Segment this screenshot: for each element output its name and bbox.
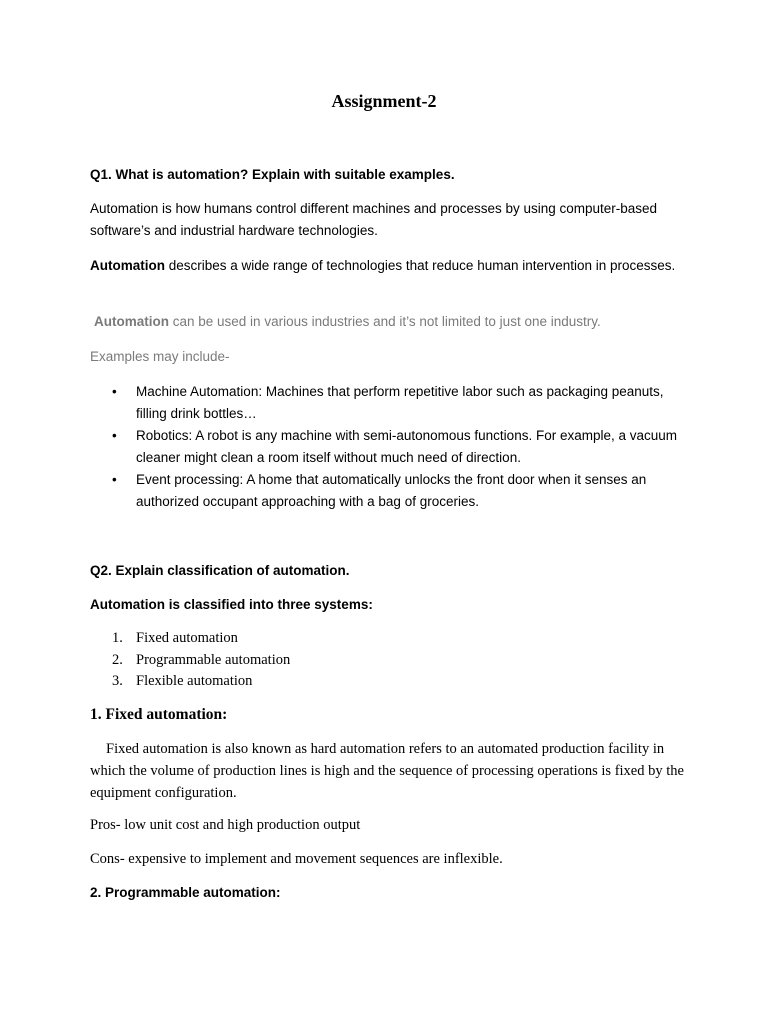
examples-list [90, 381, 690, 513]
list-number: 3. [112, 673, 123, 689]
list-item [90, 469, 690, 513]
fixed-automation-heading: 1. Fixed automation: [90, 706, 228, 723]
list-item [90, 650, 690, 672]
q2-intro: Automation is classified into three systems: [90, 597, 373, 612]
classification-list [90, 628, 690, 693]
list-item-text: Machine Automation: Machines that perform repetitive labor such as packaging peanuts, filling drink bottles… [136, 384, 664, 421]
bullet-icon: • [112, 472, 117, 487]
page-title: Assignment-2 [331, 91, 437, 111]
list-item [90, 628, 690, 650]
automation-keyword: Automation [94, 314, 169, 329]
q1-paragraph-technologies-text: describes a wide range of technologies that reduce human intervention in processes. [165, 258, 676, 273]
q1-question: Q1. What is automation? Explain with suitable examples. [90, 167, 455, 182]
q1-paragraph-industries [94, 311, 694, 333]
list-item-text: Robotics: A robot is any machine with semi-autonomous functions. For example, a vacuum cleaner might clean a room itself without much need of direction. [136, 428, 678, 465]
list-item [90, 671, 690, 693]
q1-paragraph-technologies [90, 255, 690, 277]
list-number: 1. [112, 630, 123, 646]
list-item-text: Event processing: A home that automatically unlocks the front door when it senses an authorized occupant approaching with a bag of groceries. [136, 472, 647, 509]
examples-intro: Examples may include- [90, 349, 230, 364]
fixed-automation-pros: Pros- low unit cost and high production output [90, 817, 361, 833]
list-item-text: Fixed automation [136, 630, 238, 646]
list-item [90, 381, 690, 425]
bullet-icon: • [112, 428, 117, 443]
q1-paragraph-definition: Automation is how humans control different machines and processes by using computer-based software’s and industrial hardware technologies. [90, 201, 658, 238]
fixed-automation-cons: Cons- expensive to implement and movement sequences are inflexible. [90, 851, 503, 867]
q1-paragraph-industries-text: can be used in various industries and it’s not limited to just one industry. [169, 314, 601, 329]
list-number: 2. [112, 651, 123, 668]
list-item-text: Flexible automation [136, 673, 253, 689]
q2-question: Q2. Explain classification of automation. [90, 563, 350, 578]
fixed-automation-description: Fixed automation is also known as hard automation refers to an automated production facility in which the volume of production lines is high and the sequence of processing operations is fixed by the equipment configuration. [90, 741, 684, 801]
list-item [90, 425, 690, 469]
programmable-automation-heading: 2. Programmable automation: [90, 885, 281, 900]
list-item-text: Programmable automation [136, 651, 291, 668]
automation-keyword: Automation [90, 258, 165, 273]
bullet-icon: • [112, 384, 117, 399]
